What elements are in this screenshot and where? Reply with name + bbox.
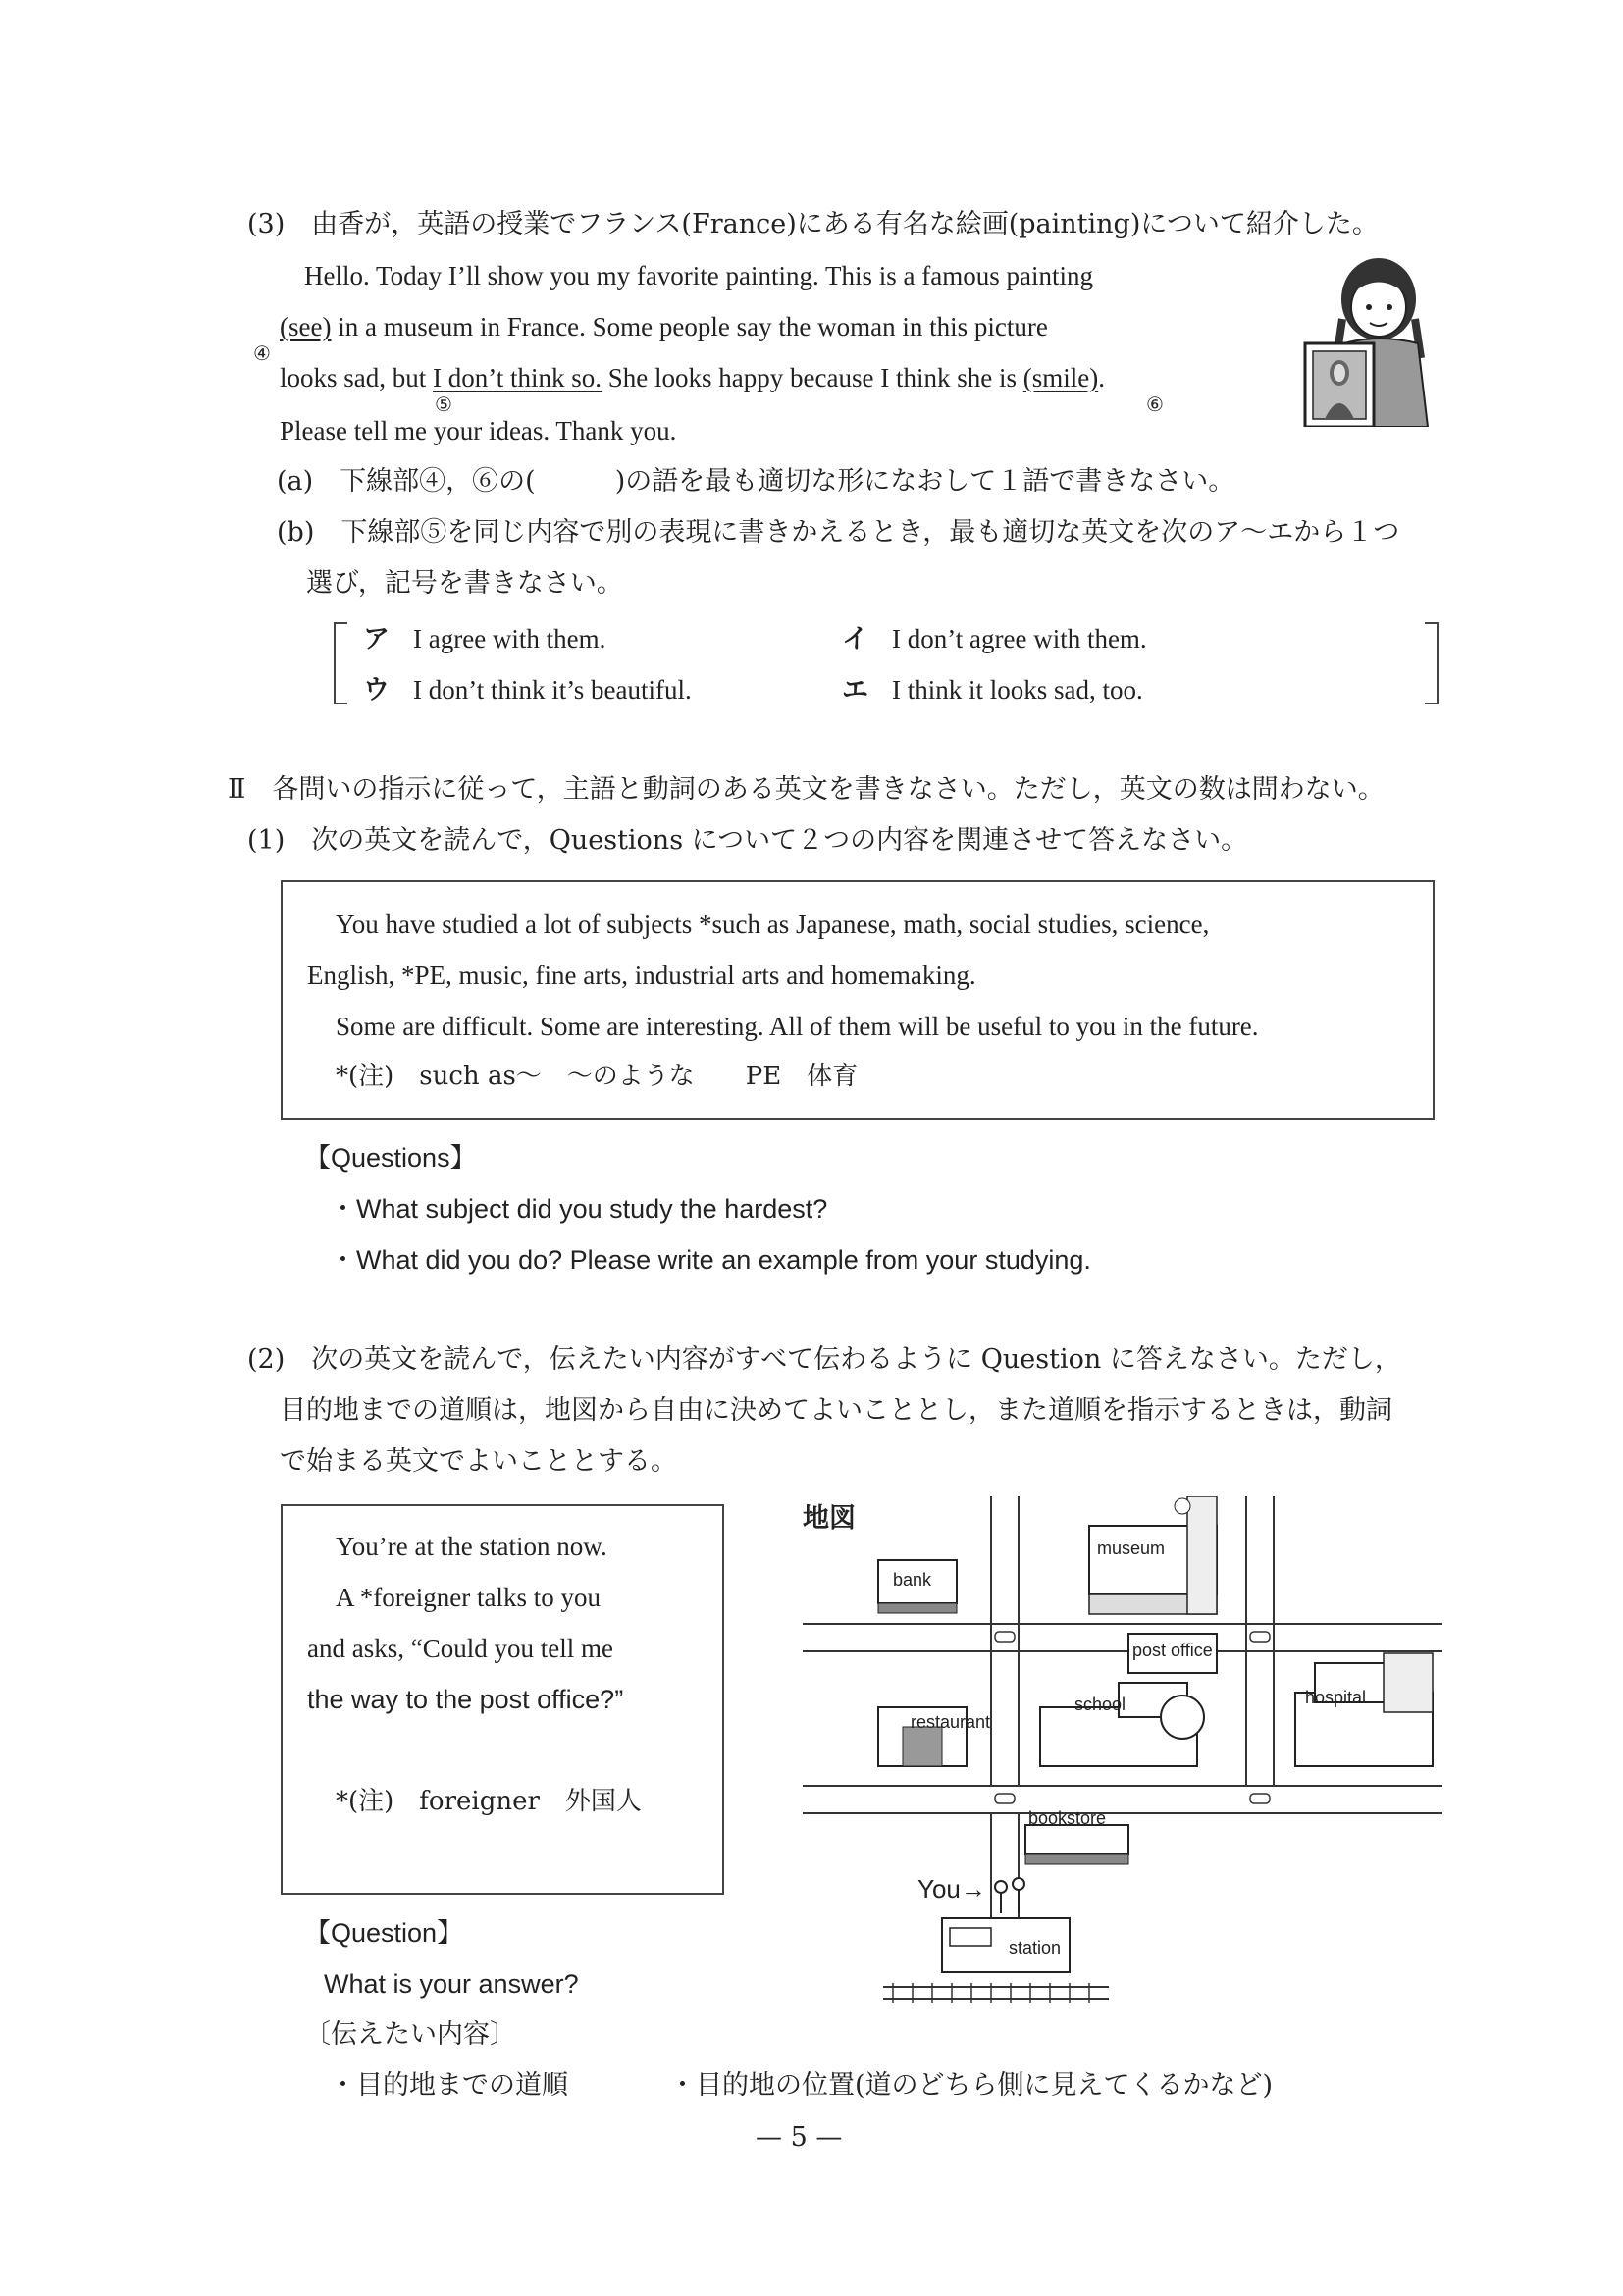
choice-a-label: ア	[363, 624, 390, 654]
map-label-bookstore: bookstore	[1028, 1808, 1107, 1828]
page-number: — 5 —	[756, 2122, 843, 2153]
right-bracket	[1425, 622, 1439, 704]
q1-heading: (1) 次の英文を読んで，Questions について２つの内容を関連させて答えなさい。	[247, 825, 1248, 856]
q1-box-note: *(注) such as～ ～のような PE 体育	[336, 1062, 859, 1091]
map-label-station: station	[1009, 1938, 1062, 1957]
passage-line-2-text: in a museum in France. Some people say the woman in this picture	[331, 312, 1048, 341]
map	[795, 1496, 1442, 2046]
map-label-school: school	[1074, 1695, 1126, 1714]
q2-line2: 目的地までの道順は，地図から自由に決めてよいこととし，また道順を指示するときは，動詞	[280, 1395, 1392, 1426]
choice-i-label: イ	[842, 624, 868, 654]
passage-line-3-end: .	[1098, 363, 1105, 392]
q1-question-2: ・What did you do? Please write an example from your studying.	[330, 1245, 1091, 1275]
map-label-hospital: hospital	[1305, 1688, 1367, 1707]
q2-box-l4: the way to the post office?”	[307, 1685, 624, 1714]
q2-box-l2: A *foreigner talks to you	[336, 1583, 601, 1612]
passage-line-3-a: looks sad, but	[280, 363, 434, 392]
q1-box-line1: You have studied a lot of subjects *such as Japanese, math, social studies, science,	[336, 910, 1210, 939]
q2-box-note: *(注) foreigner 外国人	[336, 1787, 642, 1816]
passage-line-1: Hello. Today I’ll show you my favorite painting. This is a famous painting	[304, 261, 1094, 290]
choice-a-text: I agree with them.	[413, 624, 606, 653]
q3-sub-b-line1: (b) 下線部⑤を同じ内容で別の表現に書きかえるとき，最も適切な英文を次のア～エから１つ	[277, 517, 1400, 548]
passage-line-3	[280, 361, 1105, 394]
q1-question-1: ・What subject did you study the hardest?	[330, 1194, 828, 1224]
blank-smile: (smile)	[1022, 363, 1099, 392]
q2-box-l3-text: and asks, “Could you tell me	[307, 1634, 613, 1663]
blank-see: (see)	[280, 312, 332, 341]
passage-line-4: Please tell me your ideas. Thank you.	[280, 416, 677, 445]
mark-6: ⑥	[1146, 392, 1164, 416]
map-title: 地図	[803, 1503, 856, 1533]
map-label-post-office: post office	[1132, 1641, 1213, 1660]
map-label-you: You→	[917, 1874, 986, 1904]
q2-question-title: 【Question】	[304, 1918, 464, 1948]
q2-question: What is your answer?	[324, 1969, 579, 1999]
map-label-restaurant: restaurant	[911, 1712, 991, 1732]
q3-sub-a: (a) 下線部④，⑥の( )の語を最も適切な形になおして１語で書きなさい。	[277, 466, 1235, 496]
girl-with-painting-illustration	[1285, 250, 1442, 427]
choice-e	[842, 673, 1143, 707]
q2-line1: (2) 次の英文を読んで，伝えたい内容がすべて伝わるように Question に答えなさい。ただし，	[247, 1344, 1401, 1375]
q2-content-item-2: ・目的地の位置(道のどちら側に見えてくるかなど)	[669, 2070, 1274, 2101]
q3-heading: (3) 由香が，英語の授業でフランス(France)にある有名な絵画(painting)について紹介した。	[247, 209, 1379, 239]
q2-box-l1: You’re at the station now.	[336, 1532, 607, 1561]
q2-content-title: 〔伝えたい内容〕	[304, 2019, 516, 2050]
q2-content-item-1: ・目的地までの道順	[330, 2070, 568, 2101]
mark-5: ⑤	[435, 392, 452, 416]
choice-a	[363, 622, 605, 656]
choice-e-text: I think it looks sad, too.	[892, 675, 1143, 704]
part2-heading: Ⅱ 各問いの指示に従って，主語と動詞のある英文を書きなさい。ただし，英文の数は問わない。	[228, 774, 1385, 805]
q3-sub-b-line2: 選び，記号を書きなさい。	[306, 568, 623, 599]
choice-i-text: I don’t agree with them.	[892, 624, 1147, 653]
q1-box-line3: Some are difficult. Some are interesting. All of them will be useful to you in the future.	[336, 1012, 1259, 1041]
underline-5: I don’t think so.	[433, 363, 602, 392]
choice-u-label: ウ	[363, 675, 390, 705]
left-bracket	[334, 622, 347, 704]
map-label-bank: bank	[893, 1570, 932, 1590]
choice-e-label: エ	[842, 675, 868, 705]
mark-4: ④	[253, 341, 271, 365]
choice-u	[363, 673, 692, 707]
q1-box-line2: English, *PE, music, fine arts, industrial arts and homemaking.	[307, 961, 976, 990]
choice-u-text: I don’t think it’s beautiful.	[413, 675, 692, 704]
q2-box-l3	[307, 1632, 613, 1666]
choice-i	[842, 622, 1147, 656]
q1-questions-title: 【Questions】	[304, 1143, 477, 1173]
passage-line-3-b: She looks happy because I think she is	[602, 363, 1023, 392]
passage-line-2	[280, 310, 1048, 343]
q2-line3: で始まる英文でよいこととする。	[280, 1446, 677, 1477]
map-label-museum: museum	[1097, 1539, 1166, 1558]
